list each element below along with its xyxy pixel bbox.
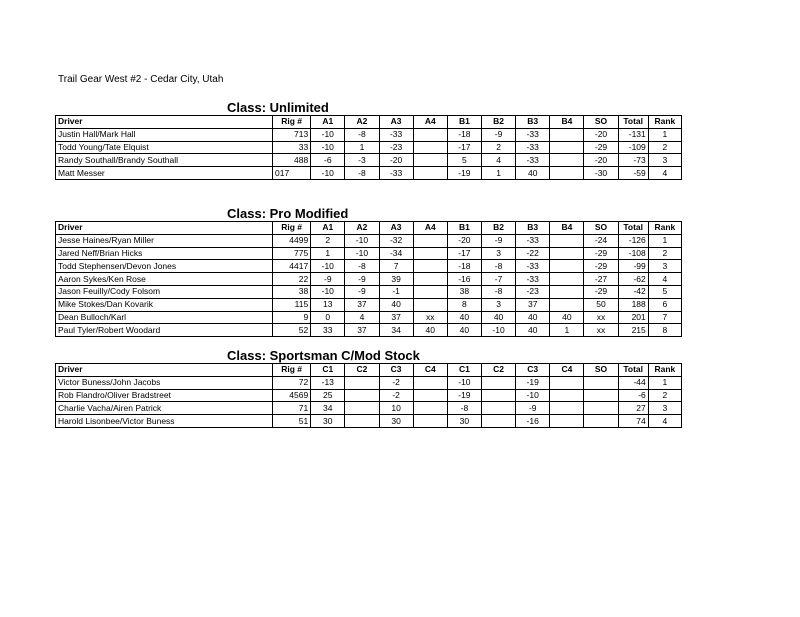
score-cell: -8 (345, 167, 379, 180)
score-cell: 1 (648, 128, 681, 141)
score-cell: -20 (447, 234, 481, 247)
score-cell (550, 415, 584, 428)
column-header: B2 (481, 222, 515, 235)
score-cell: -20 (379, 154, 413, 167)
column-header: C1 (311, 364, 345, 377)
score-cell: -62 (618, 273, 648, 286)
table-row (56, 415, 682, 428)
score-cell: 33 (311, 324, 345, 337)
column-header: Total (618, 222, 648, 235)
score-cell (413, 285, 447, 298)
score-cell: -8 (447, 402, 481, 415)
score-cell: 3 (481, 247, 515, 260)
score-cell (413, 234, 447, 247)
table-row (56, 324, 682, 337)
column-header: A2 (345, 222, 379, 235)
column-header: A4 (413, 116, 447, 129)
driver-cell: Harold Lisonbee/Victor Buness (56, 415, 273, 428)
column-header: Rank (648, 364, 681, 377)
table-row (56, 234, 682, 247)
results-table (55, 221, 682, 337)
driver-cell: Justin Hall/Mark Hall (56, 128, 273, 141)
score-cell: 2 (648, 247, 681, 260)
driver-cell: Jason Feuilly/Cody Folsom (56, 285, 273, 298)
score-cell: -6 (311, 154, 345, 167)
score-cell: -19 (447, 167, 481, 180)
score-cell: 22 (273, 273, 311, 286)
score-cell (550, 234, 584, 247)
score-cell: 37 (516, 298, 550, 311)
score-cell: -73 (618, 154, 648, 167)
class-title: Class: Unlimited (227, 100, 329, 115)
score-cell: 72 (273, 376, 311, 389)
column-header: Driver (56, 116, 273, 129)
score-cell: -10 (311, 167, 345, 180)
score-cell: 2 (648, 389, 681, 402)
score-cell: -10 (481, 324, 515, 337)
score-cell: 3 (648, 154, 681, 167)
column-header: C4 (550, 364, 584, 377)
score-cell: -24 (584, 234, 618, 247)
score-cell (413, 298, 447, 311)
score-cell: xx (584, 324, 618, 337)
score-cell: 40 (516, 324, 550, 337)
score-cell (550, 285, 584, 298)
column-header: Rank (648, 116, 681, 129)
score-cell: -33 (379, 128, 413, 141)
score-cell: -10 (516, 389, 550, 402)
score-cell: 017 (273, 167, 311, 180)
score-cell (584, 402, 618, 415)
score-cell: 488 (273, 154, 311, 167)
score-cell: -33 (516, 234, 550, 247)
driver-cell: Todd Stephensen/Devon Jones (56, 260, 273, 273)
score-cell: 8 (648, 324, 681, 337)
score-cell: 1 (311, 247, 345, 260)
results-table (55, 115, 682, 180)
score-cell: 10 (379, 402, 413, 415)
table-row (56, 389, 682, 402)
table-row (56, 260, 682, 273)
column-header: A2 (345, 116, 379, 129)
score-cell (550, 298, 584, 311)
score-cell: 6 (648, 298, 681, 311)
score-cell: -30 (584, 167, 618, 180)
column-header: C4 (413, 364, 447, 377)
score-cell (584, 376, 618, 389)
score-cell: -33 (516, 154, 550, 167)
score-cell: 0 (311, 311, 345, 324)
score-cell: xx (584, 311, 618, 324)
score-cell: 1 (481, 167, 515, 180)
score-cell: -23 (379, 141, 413, 154)
score-cell: 4569 (273, 389, 311, 402)
score-cell: -13 (311, 376, 345, 389)
driver-cell: Rob Flandro/Oliver Bradstreet (56, 389, 273, 402)
column-header: Rig # (273, 222, 311, 235)
column-header: Rank (648, 222, 681, 235)
score-cell: -10 (311, 285, 345, 298)
score-cell: -9 (345, 273, 379, 286)
class-title: Class: Pro Modified (227, 206, 349, 221)
header-row (56, 364, 682, 377)
column-header: Rig # (273, 364, 311, 377)
header-row (56, 222, 682, 235)
score-cell: -2 (379, 376, 413, 389)
score-cell (584, 415, 618, 428)
score-cell: 4 (481, 154, 515, 167)
driver-cell: Charlie Vacha/Airen Patrick (56, 402, 273, 415)
column-header: B1 (447, 222, 481, 235)
score-cell: -27 (584, 273, 618, 286)
score-cell: -17 (447, 141, 481, 154)
score-cell: 4 (648, 167, 681, 180)
table-row (56, 285, 682, 298)
score-cell: 5 (447, 154, 481, 167)
driver-cell: Todd Young/Tate Elquist (56, 141, 273, 154)
score-cell: -20 (584, 128, 618, 141)
column-header: A3 (379, 222, 413, 235)
score-cell: 4499 (273, 234, 311, 247)
score-cell: 3 (648, 402, 681, 415)
score-cell: -126 (618, 234, 648, 247)
score-cell: 52 (273, 324, 311, 337)
score-cell: 40 (550, 311, 584, 324)
score-cell (345, 415, 379, 428)
score-cell: 2 (481, 141, 515, 154)
score-cell: 4 (648, 273, 681, 286)
score-cell: 71 (273, 402, 311, 415)
score-cell (413, 167, 447, 180)
score-cell: 775 (273, 247, 311, 260)
score-cell: 30 (311, 415, 345, 428)
driver-cell: Victor Buness/John Jacobs (56, 376, 273, 389)
score-cell: -8 (345, 128, 379, 141)
score-cell: 34 (311, 402, 345, 415)
score-cell: -19 (516, 376, 550, 389)
score-cell: 1 (648, 376, 681, 389)
score-cell: -33 (516, 260, 550, 273)
column-header: Driver (56, 222, 273, 235)
score-cell: 8 (447, 298, 481, 311)
score-cell: -42 (618, 285, 648, 298)
score-cell: -32 (379, 234, 413, 247)
score-cell: -33 (516, 128, 550, 141)
score-cell: -108 (618, 247, 648, 260)
score-cell: -7 (481, 273, 515, 286)
score-cell: 27 (618, 402, 648, 415)
score-cell: 201 (618, 311, 648, 324)
score-cell: 38 (273, 285, 311, 298)
column-header: B3 (516, 222, 550, 235)
score-cell: 7 (379, 260, 413, 273)
table-row (56, 402, 682, 415)
score-cell: 188 (618, 298, 648, 311)
score-cell: -6 (618, 389, 648, 402)
score-cell: -29 (584, 247, 618, 260)
score-cell (345, 389, 379, 402)
score-cell: 74 (618, 415, 648, 428)
score-cell: -20 (584, 154, 618, 167)
column-header: A4 (413, 222, 447, 235)
score-cell: 1 (550, 324, 584, 337)
score-cell: -3 (345, 154, 379, 167)
column-header: C2 (345, 364, 379, 377)
score-cell: 7 (648, 311, 681, 324)
score-cell: 40 (447, 324, 481, 337)
table-row (56, 311, 682, 324)
score-cell: 215 (618, 324, 648, 337)
score-cell: 40 (481, 311, 515, 324)
column-header: Driver (56, 364, 273, 377)
score-cell (550, 128, 584, 141)
score-cell: 40 (516, 311, 550, 324)
score-cell: -10 (311, 128, 345, 141)
score-cell (481, 415, 515, 428)
event-title: Trail Gear West #2 - Cedar City, Utah (58, 74, 224, 85)
score-cell (481, 402, 515, 415)
score-cell (413, 260, 447, 273)
score-cell: -18 (447, 260, 481, 273)
column-header: Total (618, 364, 648, 377)
score-cell: 25 (311, 389, 345, 402)
score-cell: 40 (379, 298, 413, 311)
score-cell: -9 (481, 234, 515, 247)
score-cell: -109 (618, 141, 648, 154)
driver-cell: Randy Southall/Brandy Southall (56, 154, 273, 167)
score-cell (481, 389, 515, 402)
table-row (56, 376, 682, 389)
score-cell: -16 (516, 415, 550, 428)
score-cell: -10 (311, 141, 345, 154)
table-row (56, 154, 682, 167)
score-cell: 2 (311, 234, 345, 247)
table-row (56, 141, 682, 154)
score-cell: 37 (345, 298, 379, 311)
score-cell: 30 (447, 415, 481, 428)
column-header: B2 (481, 116, 515, 129)
column-header: B1 (447, 116, 481, 129)
column-header: A1 (311, 222, 345, 235)
score-cell (345, 402, 379, 415)
score-cell: -44 (618, 376, 648, 389)
table-row (56, 167, 682, 180)
score-cell: -1 (379, 285, 413, 298)
score-cell: 713 (273, 128, 311, 141)
score-cell: -10 (447, 376, 481, 389)
score-cell: 37 (379, 311, 413, 324)
driver-cell: Mike Stokes/Dan Kovarik (56, 298, 273, 311)
score-cell: -33 (516, 141, 550, 154)
score-cell: -10 (345, 234, 379, 247)
score-cell: -18 (447, 128, 481, 141)
column-header: SO (584, 222, 618, 235)
column-header: C3 (379, 364, 413, 377)
driver-cell: Aaron Sykes/Ken Rose (56, 273, 273, 286)
score-cell: -8 (481, 285, 515, 298)
score-cell (550, 154, 584, 167)
score-cell (413, 154, 447, 167)
score-cell: 4 (648, 415, 681, 428)
score-cell (413, 141, 447, 154)
score-cell: 3 (481, 298, 515, 311)
score-cell (550, 402, 584, 415)
driver-cell: Jesse Haines/Ryan Miller (56, 234, 273, 247)
score-cell (413, 402, 447, 415)
score-cell: -8 (481, 260, 515, 273)
score-cell (550, 167, 584, 180)
header-row (56, 116, 682, 129)
column-header: B4 (550, 222, 584, 235)
score-cell: -33 (516, 273, 550, 286)
score-cell (550, 389, 584, 402)
table-row (56, 298, 682, 311)
score-cell: 38 (447, 285, 481, 298)
column-header: C2 (481, 364, 515, 377)
score-cell: xx (413, 311, 447, 324)
score-cell (550, 247, 584, 260)
score-cell: -9 (345, 285, 379, 298)
score-cell: -33 (379, 167, 413, 180)
score-cell (550, 376, 584, 389)
score-cell: 40 (413, 324, 447, 337)
score-cell: -59 (618, 167, 648, 180)
driver-cell: Matt Messer (56, 167, 273, 180)
score-cell: -17 (447, 247, 481, 260)
score-cell: 50 (584, 298, 618, 311)
column-header: SO (584, 116, 618, 129)
score-cell: 33 (273, 141, 311, 154)
score-cell: 37 (345, 324, 379, 337)
score-cell: 1 (648, 234, 681, 247)
column-header: Total (618, 116, 648, 129)
score-cell: 4417 (273, 260, 311, 273)
score-cell: -99 (618, 260, 648, 273)
score-cell: -19 (447, 389, 481, 402)
score-cell: -9 (516, 402, 550, 415)
score-cell (413, 415, 447, 428)
score-cell: 40 (447, 311, 481, 324)
score-cell: 39 (379, 273, 413, 286)
column-header: A1 (311, 116, 345, 129)
column-header: B3 (516, 116, 550, 129)
score-cell: -10 (311, 260, 345, 273)
score-cell: 51 (273, 415, 311, 428)
score-cell: 2 (648, 141, 681, 154)
score-cell (413, 273, 447, 286)
score-cell: 1 (345, 141, 379, 154)
score-cell (413, 247, 447, 260)
column-header: C1 (447, 364, 481, 377)
score-cell: -23 (516, 285, 550, 298)
table-row (56, 128, 682, 141)
score-cell: 5 (648, 285, 681, 298)
results-table (55, 363, 682, 428)
score-cell: -9 (481, 128, 515, 141)
score-cell: 40 (516, 167, 550, 180)
score-cell: 3 (648, 260, 681, 273)
column-header: SO (584, 364, 618, 377)
score-cell: 34 (379, 324, 413, 337)
score-cell (550, 141, 584, 154)
score-cell (584, 389, 618, 402)
score-cell: 13 (311, 298, 345, 311)
score-cell: -9 (311, 273, 345, 286)
score-cell: -10 (345, 247, 379, 260)
column-header: C3 (516, 364, 550, 377)
score-cell (413, 389, 447, 402)
score-cell (550, 273, 584, 286)
column-header: A3 (379, 116, 413, 129)
score-cell: -16 (447, 273, 481, 286)
driver-cell: Dean Bulloch/Karl (56, 311, 273, 324)
score-cell: 4 (345, 311, 379, 324)
table-row (56, 273, 682, 286)
score-cell: 9 (273, 311, 311, 324)
score-cell: -29 (584, 260, 618, 273)
score-cell: -29 (584, 141, 618, 154)
score-cell: -29 (584, 285, 618, 298)
score-cell: 30 (379, 415, 413, 428)
score-cell (481, 376, 515, 389)
score-cell (413, 128, 447, 141)
score-cell: -2 (379, 389, 413, 402)
score-cell: -131 (618, 128, 648, 141)
score-cell (345, 376, 379, 389)
table-row (56, 247, 682, 260)
class-title: Class: Sportsman C/Mod Stock (227, 348, 420, 363)
score-cell: -34 (379, 247, 413, 260)
score-cell: -22 (516, 247, 550, 260)
column-header: Rig # (273, 116, 311, 129)
column-header: B4 (550, 116, 584, 129)
driver-cell: Jared Neff/Brian Hicks (56, 247, 273, 260)
score-cell: -8 (345, 260, 379, 273)
driver-cell: Paul Tyler/Robert Woodard (56, 324, 273, 337)
score-cell (413, 376, 447, 389)
score-cell (550, 260, 584, 273)
score-cell: 115 (273, 298, 311, 311)
